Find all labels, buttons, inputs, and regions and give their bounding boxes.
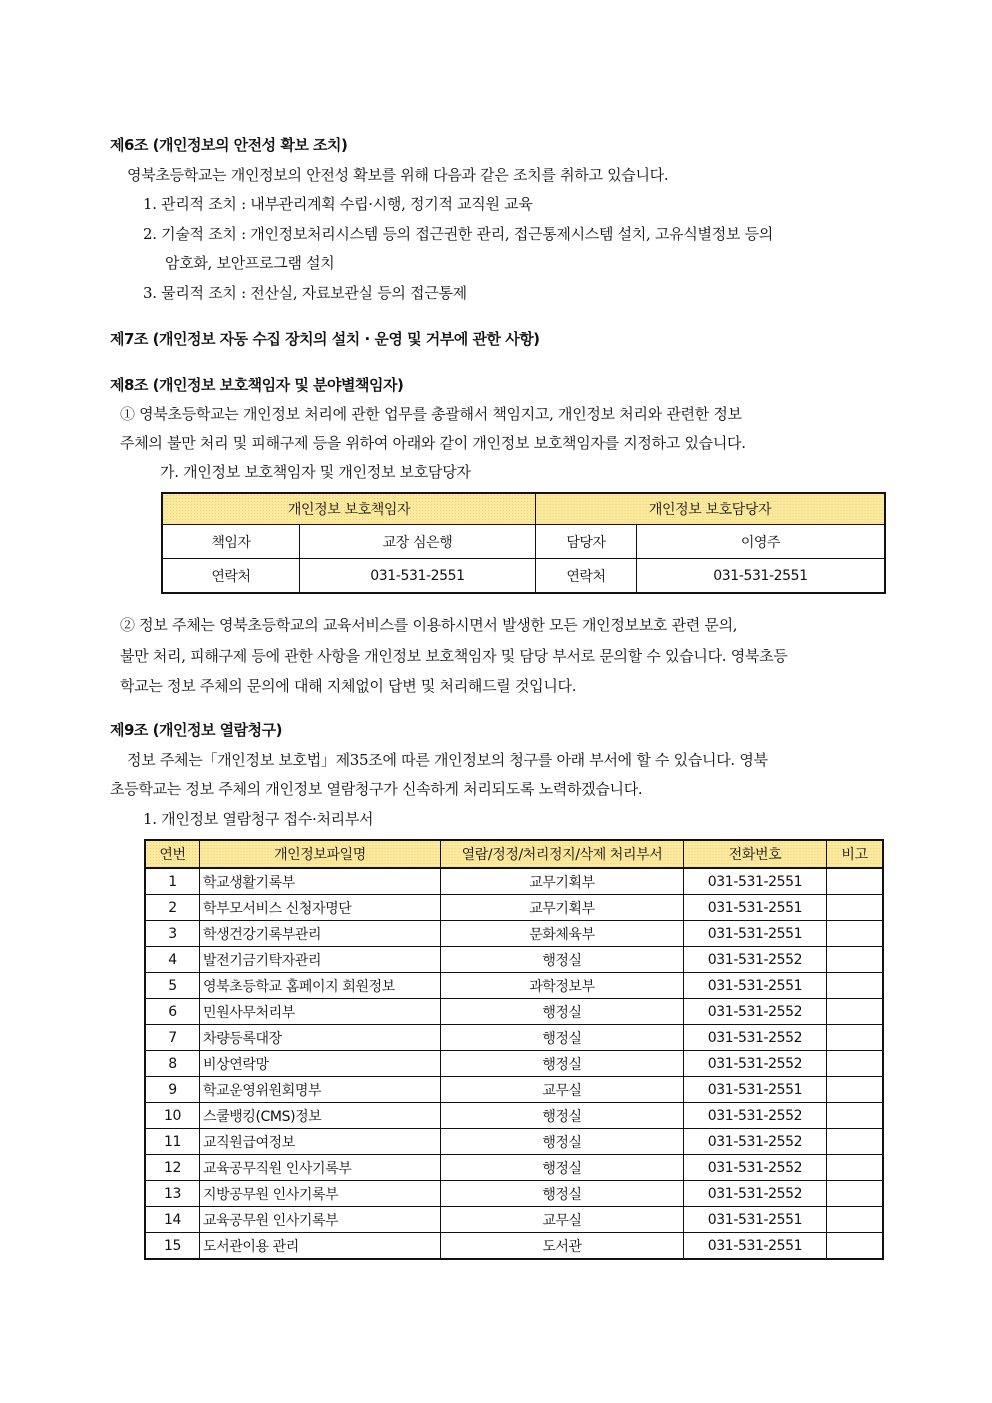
- article-8-para2-line2: 불만 처리, 피해구제 등에 관한 사항을 개인정보 보호책임자 및 담당 부서로 문의할 수 있습니다. 영북초등: [120, 647, 788, 665]
- cell-note: [827, 1103, 884, 1129]
- cell-note: [827, 1207, 884, 1233]
- table-row: [145, 1025, 883, 1051]
- privacy-officer-table: [161, 492, 886, 594]
- article-6-heading: 제6조 (개인정보의 안전성 확보 조치): [110, 136, 348, 154]
- cell-phone: 031-531-2552: [684, 1129, 827, 1155]
- cell-phone: 031-531-2551: [684, 868, 827, 895]
- cell-no: 10: [145, 1103, 200, 1129]
- cell-file-name: 영북초등학교 홈페이지 회원정보: [200, 973, 441, 999]
- cell-note: [827, 868, 884, 895]
- article-6-item-2-cont: 암호화, 보안프로그램 설치: [165, 254, 335, 272]
- table-row: [145, 1051, 883, 1077]
- cell-no: 5: [145, 973, 200, 999]
- cell-department: 교무실: [441, 1207, 684, 1233]
- cell-phone: 031-531-2552: [684, 1155, 827, 1181]
- cell-no: 1: [145, 868, 200, 895]
- cell-phone: 031-531-2551: [684, 1207, 827, 1233]
- cell-phone: 031-531-2551: [684, 895, 827, 921]
- cell-file-name: 학생건강기록부관리: [200, 921, 441, 947]
- col-header-phone: 전화번호: [684, 840, 827, 868]
- cell-file-name: 지방공무원 인사기록부: [200, 1181, 441, 1207]
- access-request-table: [144, 839, 884, 1260]
- cell-note: [827, 999, 884, 1025]
- table-row: [145, 999, 883, 1025]
- cell-file-name: 학교운영위원회명부: [200, 1077, 441, 1103]
- cell-label: 담당자: [536, 525, 637, 559]
- cell-no: 15: [145, 1233, 200, 1260]
- cell-phone: 031-531-2552: [684, 1025, 827, 1051]
- cell-file-name: 비상연락망: [200, 1051, 441, 1077]
- col-header-file: 개인정보파일명: [200, 840, 441, 868]
- cell-no: 9: [145, 1077, 200, 1103]
- cell-file-name: 교육공무원 인사기록부: [200, 1207, 441, 1233]
- cell-department: 교무기획부: [441, 868, 684, 895]
- article-7-heading: 제7조 (개인정보 자동 수집 장치의 설치 · 운영 및 거부에 관한 사항): [110, 330, 540, 348]
- cell-no: 7: [145, 1025, 200, 1051]
- table-row: [145, 947, 883, 973]
- table-row: [145, 1207, 883, 1233]
- cell-department: 행정실: [441, 999, 684, 1025]
- cell-phone: 031-531-2552: [684, 947, 827, 973]
- cell-label: 책임자: [162, 525, 300, 559]
- cell-department: 교무실: [441, 1077, 684, 1103]
- cell-department: 행정실: [441, 947, 684, 973]
- table-row: [162, 559, 885, 594]
- article-9-line1: 정보 주체는「개인정보 보호법」제35조에 따른 개인정보의 청구를 아래 부서에 할 수 있습니다. 영북: [127, 751, 768, 769]
- cell-department: 행정실: [441, 1155, 684, 1181]
- cell-phone: 031-531-2552: [684, 1103, 827, 1129]
- cell-department: 교무기획부: [441, 895, 684, 921]
- cell-note: [827, 973, 884, 999]
- col-header-no: 연번: [145, 840, 200, 868]
- cell-note: [827, 1181, 884, 1207]
- table-row: [145, 1181, 883, 1207]
- table-row: [145, 1103, 883, 1129]
- cell-no: 4: [145, 947, 200, 973]
- cell-no: 2: [145, 895, 200, 921]
- table-row: [145, 895, 883, 921]
- table-row: [145, 1129, 883, 1155]
- cell-department: 과학정보부: [441, 973, 684, 999]
- cell-note: [827, 1025, 884, 1051]
- article-8-sub: 가. 개인정보 보호책임자 및 개인정보 보호담당자: [160, 463, 471, 481]
- cell-phone: 031-531-2552: [684, 1181, 827, 1207]
- article-8-para1-line2: 주체의 불만 처리 및 피해구제 등을 위하여 아래와 같이 개인정보 보호책임자를 지정하고 있습니다.: [120, 434, 746, 452]
- cell-phone: 031-531-2551: [684, 1077, 827, 1103]
- cell-note: [827, 895, 884, 921]
- table-row: [145, 868, 883, 895]
- cell-department: 행정실: [441, 1025, 684, 1051]
- cell-department: 행정실: [441, 1103, 684, 1129]
- cell-note: [827, 947, 884, 973]
- cell-note: [827, 1129, 884, 1155]
- cell-no: 13: [145, 1181, 200, 1207]
- cell-file-name: 스쿨뱅킹(CMS)정보: [200, 1103, 441, 1129]
- cell-value: 031-531-2551: [300, 559, 536, 594]
- cell-department: 행정실: [441, 1181, 684, 1207]
- cell-no: 14: [145, 1207, 200, 1233]
- officer-header: 개인정보 보호책임자: [162, 493, 536, 525]
- article-8-para2-line3: 학교는 정보 주체의 문의에 대해 지체없이 답변 및 처리해드릴 것입니다.: [120, 677, 577, 695]
- cell-department: 행정실: [441, 1051, 684, 1077]
- cell-department: 문화체육부: [441, 921, 684, 947]
- cell-phone: 031-531-2551: [684, 921, 827, 947]
- cell-file-name: 도서관이용 관리: [200, 1233, 441, 1260]
- table-row: [145, 1077, 883, 1103]
- table-row: [145, 1155, 883, 1181]
- cell-label: 연락처: [536, 559, 637, 594]
- article-8-heading: 제8조 (개인정보 보호책임자 및 분야별책임자): [110, 376, 404, 394]
- table-row: [145, 973, 883, 999]
- article-9-line2: 초등학교는 정보 주체의 개인정보 열람청구가 신속하게 처리되도록 노력하겠습니다.: [110, 780, 643, 798]
- cell-value: 이영주: [637, 525, 886, 559]
- cell-no: 8: [145, 1051, 200, 1077]
- cell-note: [827, 921, 884, 947]
- cell-file-name: 민원사무처리부: [200, 999, 441, 1025]
- cell-file-name: 교육공무직원 인사기록부: [200, 1155, 441, 1181]
- cell-file-name: 발전기금기탁자관리: [200, 947, 441, 973]
- cell-value: 교장 심은행: [300, 525, 536, 559]
- cell-note: [827, 1077, 884, 1103]
- cell-file-name: 차량등록대장: [200, 1025, 441, 1051]
- cell-file-name: 학부모서비스 신청자명단: [200, 895, 441, 921]
- cell-no: 3: [145, 921, 200, 947]
- article-9-heading: 제9조 (개인정보 열람청구): [110, 721, 282, 739]
- cell-note: [827, 1051, 884, 1077]
- cell-value: 031-531-2551: [637, 559, 886, 594]
- cell-phone: 031-531-2552: [684, 1051, 827, 1077]
- cell-department: 도서관: [441, 1233, 684, 1260]
- cell-file-name: 교직원급여정보: [200, 1129, 441, 1155]
- cell-no: 12: [145, 1155, 200, 1181]
- article-6-item-2: 2. 기술적 조치 : 개인정보처리시스템 등의 접근권한 관리, 접근통제시스템 설치, 고유식별정보 등의: [143, 225, 773, 243]
- article-6-intro: 영북초등학교는 개인정보의 안전성 확보를 위해 다음과 같은 조치를 취하고 있습니다.: [127, 166, 669, 184]
- cell-no: 6: [145, 999, 200, 1025]
- cell-phone: 031-531-2551: [684, 1233, 827, 1260]
- article-6-item-3: 3. 물리적 조치 : 전산실, 자료보관실 등의 접근통제: [143, 284, 467, 302]
- cell-phone: 031-531-2552: [684, 999, 827, 1025]
- article-9-sub: 1. 개인정보 열람청구 접수·처리부서: [143, 810, 374, 828]
- cell-note: [827, 1155, 884, 1181]
- col-header-dept: 열람/정정/처리정지/삭제 처리부서: [441, 840, 684, 868]
- table-row: [145, 921, 883, 947]
- table-row: [162, 525, 885, 559]
- cell-phone: 031-531-2551: [684, 973, 827, 999]
- cell-department: 행정실: [441, 1129, 684, 1155]
- article-8-para2-line1: ② 정보 주체는 영북초등학교의 교육서비스를 이용하시면서 발생한 모든 개인정보보호 관련 문의,: [120, 616, 738, 634]
- cell-no: 11: [145, 1129, 200, 1155]
- article-6-item-1: 1. 관리적 조치 : 내부관리계획 수립·시행, 정기적 교직원 교육: [143, 195, 533, 213]
- cell-note: [827, 1233, 884, 1260]
- cell-label: 연락처: [162, 559, 300, 594]
- table-row: [145, 1233, 883, 1260]
- manager-header: 개인정보 보호담당자: [536, 493, 886, 525]
- col-header-note: 비고: [827, 840, 884, 868]
- article-8-para1-line1: ① 영북초등학교는 개인정보 처리에 관한 업무를 총괄해서 책임지고, 개인정보 처리와 관련한 정보: [120, 405, 742, 423]
- cell-file-name: 학교생활기록부: [200, 868, 441, 895]
